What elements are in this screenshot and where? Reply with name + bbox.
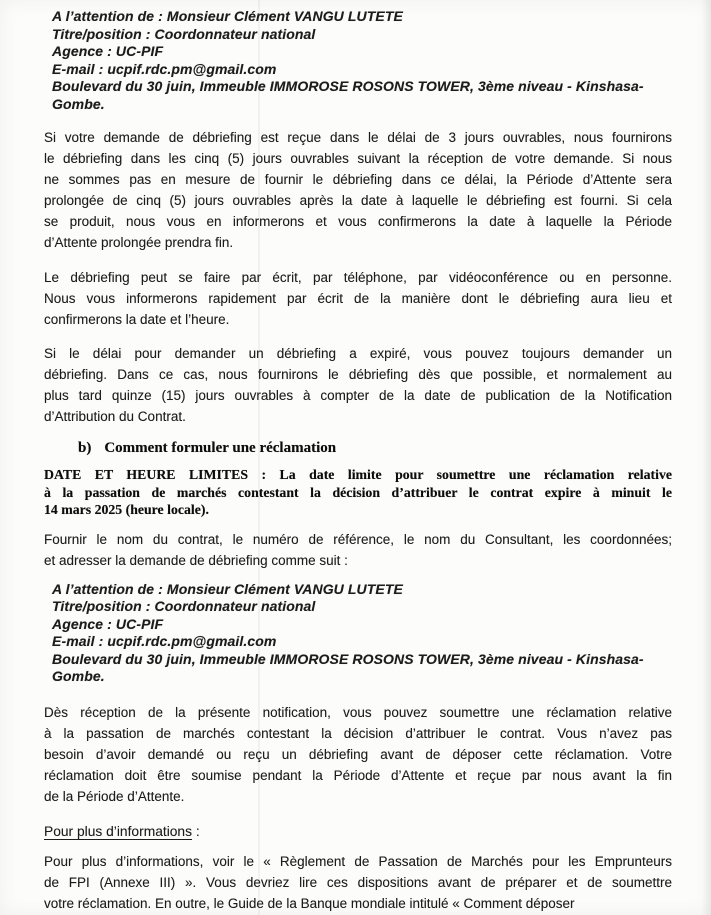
- text-line: d’Attente prolongée prendra fin.: [44, 235, 234, 250]
- text-line: Titre/position : Coordonnateur national: [52, 598, 316, 614]
- text-line: Boulevard du 30 juin, Immeuble IMMOROSE ROSONS TOWER, 3ème niveau - Kinshasa-: [52, 650, 644, 667]
- deadline-notice: [44, 466, 672, 519]
- text-line: Gombe.: [52, 95, 105, 112]
- more-info-heading-colon: :: [192, 823, 200, 839]
- text-line: Fournir le nom du contrat, le numéro de référence, le nom du Consultant, les coordonnées;: [44, 531, 672, 547]
- paragraph-debrief-method: [44, 267, 672, 330]
- scan-edge-shade: [701, 0, 711, 915]
- text-line: Si le délai pour demander un débriefing a expiré, vous pouvez toujours demander un: [44, 346, 672, 361]
- text-line: de FPI (Annexe III) ». Vous devriez lire ces dispositions avant de préparer et de soumettre: [44, 874, 672, 890]
- more-info-heading-underlined: Pour plus d’informations: [44, 823, 193, 839]
- paragraph-claim-submission: [44, 702, 672, 807]
- text-line: confirmerons la date et l’heure.: [44, 312, 230, 327]
- paragraph-debrief-delay: [44, 127, 672, 253]
- text-line: DATE ET HEURE LIMITES : La date limite pour soumettre une réclamation relative: [44, 467, 672, 482]
- text-line: débriefing. Dans ce cas, nous fournirons le débriefing dès que possible, et normalement au: [44, 367, 672, 382]
- text-line: Agence : UC-PIF: [52, 43, 164, 59]
- text-line: votre réclamation. En outre, le Guide de la Banque mondiale intitulé « Comment déposer: [44, 895, 575, 911]
- text-line: A l’attention de : Monsieur Clément VANGU LUTETE: [52, 580, 403, 597]
- recipient-address-block: [52, 581, 672, 686]
- paragraph-provide-info: [44, 529, 672, 571]
- text-line: de la Période d’Attente.: [44, 788, 185, 804]
- text-line: le débriefing dans les cinq (5) jours ouvrables suivant la réception de votre demande. Si nous: [44, 151, 672, 166]
- text-line: plus tard quinze (15) jours ouvrables à compter de la date de publication de la Notification: [44, 388, 672, 403]
- text-line: Dès réception de la présente notification, vous pouvez soumettre une réclamation relative: [44, 704, 672, 720]
- text-line: E-mail : ucpif.rdc.pm@gmail.com: [52, 60, 277, 77]
- text-line: prolongée de cinq (5) jours ouvrables après la date à laquelle le débriefing est fourni. Si cela: [44, 193, 672, 208]
- text-line: Pour plus d’informations, voir le « Règlement de Passation de Marchés pour les Emprunteurs: [44, 853, 672, 869]
- text-line: et adresser la demande de débriefing comme suit :: [44, 552, 348, 568]
- text-line: à la passation de marchés contestant la décision d’attribuer le contrat. Vous n’avez pas: [44, 725, 672, 741]
- text-line: Le débriefing peut se faire par écrit, par téléphone, par vidéoconférence ou en personne.: [44, 270, 672, 285]
- text-line: Titre/position : Coordonnateur national: [52, 25, 316, 42]
- section-heading-b-label: Comment formuler une réclamation: [104, 440, 337, 456]
- text-line: à la passation de marchés contestant la décision d’attribuer le contrat expire à minuit le: [44, 484, 672, 500]
- text-line: A l’attention de : Monsieur Clément VANGU LUTETE: [52, 8, 403, 24]
- text-line: ne sommes pas en mesure de fournir le débriefing dans ce délai, la Période d’Attente sera: [44, 172, 672, 187]
- section-heading-b: [78, 439, 672, 457]
- paragraph-debrief-expired: [44, 343, 672, 427]
- paragraph-more-info: [44, 851, 672, 914]
- text-line: d’Attribution du Contrat.: [44, 409, 186, 424]
- text-line: E-mail : ucpif.rdc.pm@gmail.com: [52, 633, 277, 649]
- text-line: 14 mars 2025 (heure locale).: [44, 502, 209, 517]
- text-line: Si votre demande de débriefing est reçue dans le délai de 3 jours ouvrables, nous fournirons: [44, 130, 672, 145]
- text-line: besoin d’avoir demandé ou reçu un débriefing avant de déposer cette réclamation. Votre: [44, 746, 672, 762]
- text-line: Nous vous informerons rapidement par écrit de la manière dont le débriefing aura lieu et: [44, 291, 672, 306]
- recipient-address-block: [52, 8, 672, 113]
- text-line: Boulevard du 30 juin, Immeuble IMMOROSE ROSONS TOWER, 3ème niveau - Kinshasa-: [52, 78, 644, 94]
- text-line: Agence : UC-PIF: [52, 615, 164, 632]
- text-line: Gombe.: [52, 668, 105, 684]
- section-heading-b-marker: b): [78, 440, 92, 456]
- more-info-heading: [44, 823, 672, 841]
- text-line: se produit, nous vous en informerons et vous confirmerons la date à laquelle la Période: [44, 214, 672, 229]
- text-line: réclamation doit être soumise pendant la Période d’Attente et reçue par nous avant la fin: [44, 767, 672, 783]
